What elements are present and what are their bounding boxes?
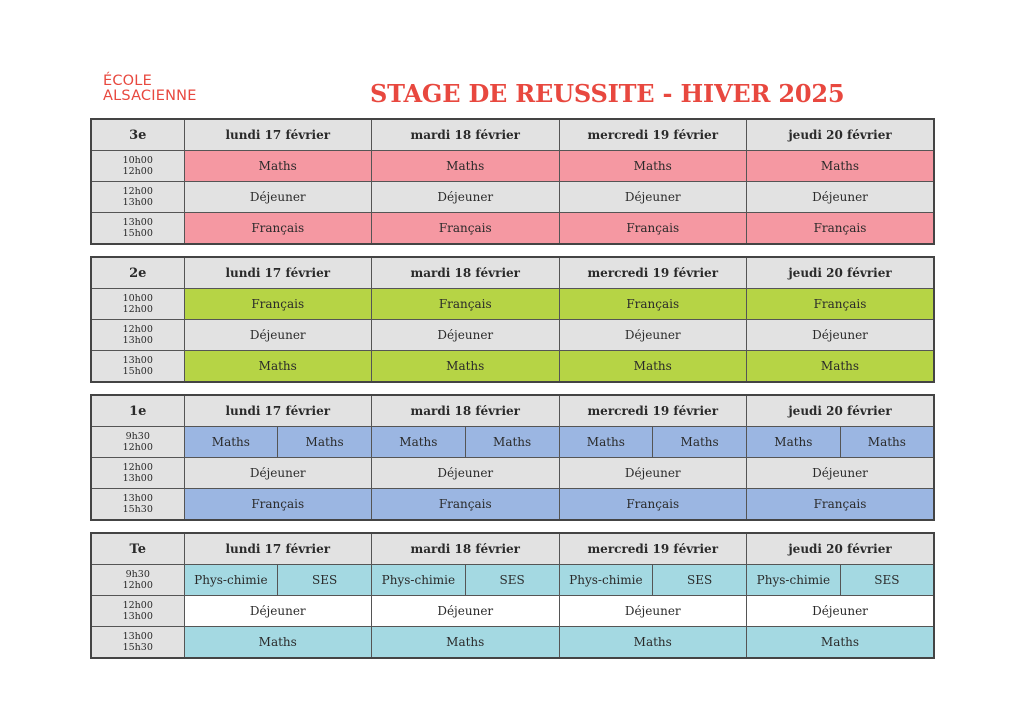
day-header: jeudi 20 février xyxy=(747,395,935,427)
session-cell: Maths xyxy=(184,627,372,659)
time-start: 13h00 xyxy=(122,631,153,642)
time-start: 10h00 xyxy=(122,155,153,166)
session-cell: Maths xyxy=(747,151,935,182)
logo-line-2: ALSACIENNE xyxy=(103,88,197,104)
day-header: mardi 18 février xyxy=(372,257,560,289)
session-cell: SES xyxy=(653,565,747,596)
time-slot xyxy=(91,596,184,627)
time-slot xyxy=(91,565,184,596)
session-cell: Maths xyxy=(278,427,372,458)
session-cell: Maths xyxy=(747,427,841,458)
time-slot xyxy=(91,320,184,351)
schedule-table-1 xyxy=(90,256,935,383)
session-cell: Maths xyxy=(465,427,559,458)
page-title: STAGE DE REUSSITE - HIVER 2025 xyxy=(370,79,845,108)
session-cell: Français xyxy=(559,289,747,320)
time-start: 12h00 xyxy=(122,462,153,473)
time-end: 13h00 xyxy=(122,473,153,484)
session-cell: Déjeuner xyxy=(372,182,560,213)
time-slot xyxy=(91,489,184,521)
session-cell: Français xyxy=(747,489,935,521)
session-cell: Français xyxy=(747,289,935,320)
table-row xyxy=(91,458,934,489)
time-slot xyxy=(91,151,184,182)
day-header: jeudi 20 février xyxy=(747,119,935,151)
table-row xyxy=(91,565,934,596)
time-end: 15h30 xyxy=(122,504,153,515)
level-label: 3e xyxy=(91,119,184,151)
time-end: 12h00 xyxy=(122,442,153,453)
session-cell: Maths xyxy=(372,427,466,458)
session-cell: SES xyxy=(465,565,559,596)
time-start: 13h00 xyxy=(122,217,153,228)
session-cell: Maths xyxy=(372,627,560,659)
session-cell: Maths xyxy=(840,427,934,458)
day-header: lundi 17 février xyxy=(184,533,372,565)
session-cell: Français xyxy=(559,489,747,521)
day-header: lundi 17 février xyxy=(184,395,372,427)
session-cell: Maths xyxy=(372,151,560,182)
day-header: mercredi 19 février xyxy=(559,533,747,565)
session-cell: Maths xyxy=(559,627,747,659)
session-cell: Maths xyxy=(747,351,935,383)
time-end: 13h00 xyxy=(122,197,153,208)
session-cell: Phys-chimie xyxy=(184,565,278,596)
session-cell: Français xyxy=(747,213,935,245)
session-cell: Déjeuner xyxy=(372,320,560,351)
time-slot xyxy=(91,427,184,458)
day-header: lundi 17 février xyxy=(184,119,372,151)
school-logo xyxy=(103,74,197,104)
table-row xyxy=(91,351,934,383)
time-end: 15h30 xyxy=(122,642,153,653)
session-cell: Français xyxy=(372,213,560,245)
day-header: mercredi 19 février xyxy=(559,119,747,151)
time-slot xyxy=(91,458,184,489)
schedule-table-2 xyxy=(90,394,935,521)
table-row xyxy=(91,182,934,213)
day-header: mercredi 19 février xyxy=(559,395,747,427)
session-cell: Français xyxy=(559,213,747,245)
day-header: mardi 18 février xyxy=(372,119,560,151)
time-slot xyxy=(91,182,184,213)
day-header: mardi 18 février xyxy=(372,395,560,427)
time-start: 9h30 xyxy=(125,569,150,580)
day-header: mercredi 19 février xyxy=(559,257,747,289)
table-row xyxy=(91,151,934,182)
session-cell: Déjeuner xyxy=(559,320,747,351)
time-end: 12h00 xyxy=(122,304,153,315)
session-cell: Déjeuner xyxy=(184,320,372,351)
level-label: 2e xyxy=(91,257,184,289)
time-start: 13h00 xyxy=(122,355,153,366)
session-cell: SES xyxy=(840,565,934,596)
time-start: 13h00 xyxy=(122,493,153,504)
time-start: 12h00 xyxy=(122,186,153,197)
time-start: 12h00 xyxy=(122,324,153,335)
day-header: jeudi 20 février xyxy=(747,533,935,565)
session-cell: Maths xyxy=(184,427,278,458)
session-cell: Maths xyxy=(184,351,372,383)
session-cell: Déjeuner xyxy=(559,182,747,213)
session-cell: Français xyxy=(372,289,560,320)
day-header: jeudi 20 février xyxy=(747,257,935,289)
time-end: 12h00 xyxy=(122,580,153,591)
time-end: 13h00 xyxy=(122,335,153,346)
session-cell: Maths xyxy=(372,351,560,383)
session-cell: Maths xyxy=(747,627,935,659)
session-cell: Phys-chimie xyxy=(372,565,466,596)
session-cell: Déjeuner xyxy=(184,458,372,489)
session-cell: Phys-chimie xyxy=(559,565,653,596)
session-cell: Déjeuner xyxy=(559,458,747,489)
session-cell: Maths xyxy=(559,151,747,182)
session-cell: Maths xyxy=(559,427,653,458)
table-row xyxy=(91,627,934,659)
session-cell: Déjeuner xyxy=(559,596,747,627)
table-row xyxy=(91,427,934,458)
table-row xyxy=(91,213,934,245)
schedule-table-3 xyxy=(90,532,935,659)
session-cell: Déjeuner xyxy=(747,458,935,489)
time-slot xyxy=(91,351,184,383)
session-cell: Français xyxy=(184,489,372,521)
session-cell: Déjeuner xyxy=(184,182,372,213)
time-start: 10h00 xyxy=(122,293,153,304)
level-label: Te xyxy=(91,533,184,565)
time-end: 12h00 xyxy=(122,166,153,177)
time-start: 12h00 xyxy=(122,600,153,611)
table-row xyxy=(91,289,934,320)
session-cell: Déjeuner xyxy=(372,458,560,489)
time-slot xyxy=(91,213,184,245)
session-cell: SES xyxy=(278,565,372,596)
session-cell: Maths xyxy=(184,151,372,182)
table-row xyxy=(91,489,934,521)
time-slot xyxy=(91,627,184,659)
session-cell: Déjeuner xyxy=(747,182,935,213)
session-cell: Maths xyxy=(559,351,747,383)
time-end: 15h00 xyxy=(122,366,153,377)
session-cell: Français xyxy=(184,289,372,320)
time-end: 15h00 xyxy=(122,228,153,239)
time-start: 9h30 xyxy=(125,431,150,442)
schedule-table-0 xyxy=(90,118,935,245)
session-cell: Phys-chimie xyxy=(747,565,841,596)
session-cell: Déjeuner xyxy=(747,320,935,351)
time-end: 13h00 xyxy=(122,611,153,622)
session-cell: Déjeuner xyxy=(372,596,560,627)
day-header: mardi 18 février xyxy=(372,533,560,565)
session-cell: Maths xyxy=(653,427,747,458)
session-cell: Français xyxy=(372,489,560,521)
session-cell: Déjeuner xyxy=(184,596,372,627)
level-label: 1e xyxy=(91,395,184,427)
time-slot xyxy=(91,289,184,320)
day-header: lundi 17 février xyxy=(184,257,372,289)
table-row xyxy=(91,320,934,351)
logo-line-1: ÉCOLE xyxy=(103,73,152,89)
table-row xyxy=(91,596,934,627)
session-cell: Français xyxy=(184,213,372,245)
session-cell: Déjeuner xyxy=(747,596,935,627)
